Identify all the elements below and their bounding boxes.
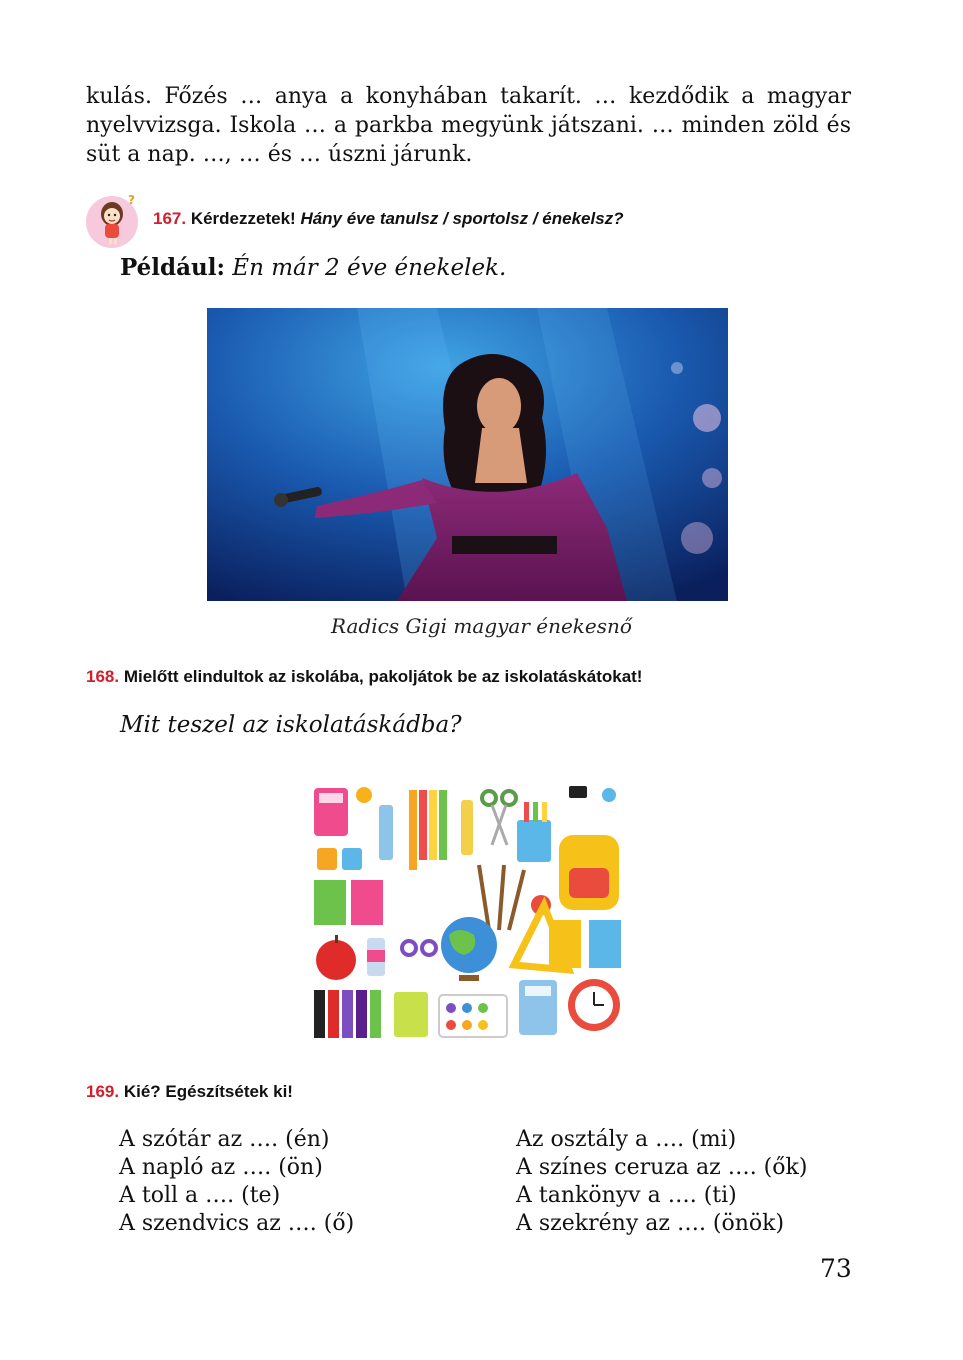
task-168-heading <box>86 667 642 687</box>
singer-photo <box>207 308 728 601</box>
exercise-item: A szótár az …. (én) <box>119 1127 330 1152</box>
task-169-heading <box>86 1082 293 1102</box>
example-line <box>120 254 506 281</box>
example-label: Például: <box>120 254 225 281</box>
task-168-question: Mit teszel az iskolatáskádba? <box>120 712 462 738</box>
intro-paragraph <box>86 82 851 169</box>
example-text: Én már 2 éve énekelek. <box>232 255 507 281</box>
exercise-right-column <box>516 1126 807 1238</box>
exercise-item: A szendvics az …. (ő) <box>119 1211 355 1236</box>
task-number: 168. <box>86 667 120 686</box>
girl-mascot-icon <box>84 192 144 248</box>
exercise-item: A toll a …. (te) <box>119 1183 281 1208</box>
exercise-item: A szekrény az …. (önök) <box>516 1211 785 1236</box>
exercise-item: A tankönyv a …. (ti) <box>516 1183 737 1208</box>
intro-line: süt a nap. …, … és … úszni járunk. <box>86 142 473 167</box>
task-167-heading <box>153 209 624 229</box>
exercise-item: A napló az …. (ön) <box>119 1155 323 1180</box>
exercise-item: A színes ceruza az …. (ők) <box>516 1155 808 1180</box>
task-number: 167. <box>153 209 187 228</box>
task-instruction: Kérdezzetek! <box>190 209 296 228</box>
task-instruction: Kié? Egészítsétek ki! <box>123 1082 293 1101</box>
page-number: 73 <box>820 1254 852 1283</box>
school-supplies-illustration <box>309 780 634 1042</box>
exercise-left-column <box>119 1126 354 1238</box>
photo-caption: Radics Gigi magyar énekesnő <box>331 614 632 638</box>
intro-line: nyelvvizsga. Iskola … a parkba megyünk játszani. … minden zöld és <box>86 113 851 138</box>
intro-line: kulás. Főzés … anya a konyhában takarít. … kezdődik a magyar <box>86 84 851 109</box>
task-number: 169. <box>86 1082 120 1101</box>
task-question: Hány éve tanulsz / sportolsz / énekelsz? <box>300 209 624 228</box>
task-instruction: Mielőtt elindultok az iskolába, pakoljátok be az iskolatáskátokat! <box>123 667 643 686</box>
question-mark-glyph: ? <box>128 193 135 207</box>
exercise-item: Az osztály a …. (mi) <box>516 1127 737 1152</box>
